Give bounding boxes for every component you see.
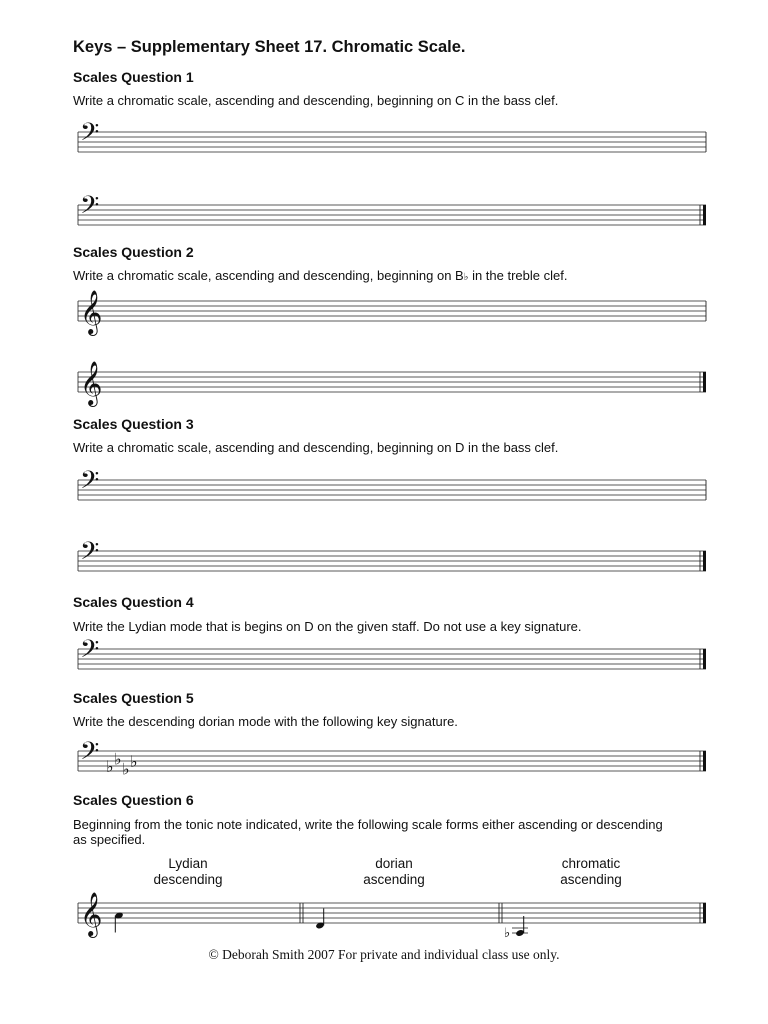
question-1-heading: Scales Question 1: [73, 69, 194, 85]
question-2-instruction-text-end: in the treble clef.: [468, 268, 568, 283]
question-3-staff-1[interactable]: [78, 466, 708, 510]
flat-icon: ♭: [504, 926, 511, 941]
bass-clef-icon: 𝄢: [80, 635, 100, 670]
question-1-staff-2[interactable]: [78, 191, 708, 235]
bass-clef-icon: 𝄢: [80, 118, 100, 153]
treble-clef-icon: 𝄞: [80, 892, 103, 936]
question-6-staff[interactable]: [78, 892, 708, 941]
question-1-staff-1[interactable]: [78, 118, 708, 162]
bass-clef-icon: 𝄢: [80, 191, 100, 226]
flat-symbol: ♭: [463, 272, 469, 283]
question-5-heading: Scales Question 5: [73, 690, 194, 706]
scale-form-label-1: [128, 856, 248, 888]
question-2-instruction: [73, 268, 567, 283]
treble-clef-icon: 𝄞: [80, 361, 103, 405]
bass-clef-icon: 𝄢: [80, 466, 100, 501]
question-5-staff[interactable]: [78, 737, 708, 781]
key-signature-flat-icon: ♭: [130, 752, 138, 771]
question-6-heading: Scales Question 6: [73, 792, 194, 808]
key-signature-flat-icon: ♭: [122, 759, 130, 779]
question-1-instruction: Write a chromatic scale, ascending and descending, beginning on C in the bass clef.: [73, 93, 559, 108]
page-title: Keys – Supplementary Sheet 17. Chromatic Scale.: [73, 38, 466, 56]
scale-form-3-type: chromatic: [561, 856, 621, 871]
scale-form-3-direction: ascending: [560, 872, 622, 887]
question-2-instruction-text: Write a chromatic scale, ascending and descending, beginning on B: [73, 268, 464, 283]
scale-form-2-type: dorian: [375, 856, 413, 871]
question-3-staff-2[interactable]: [78, 537, 708, 581]
copyright-footer: © Deborah Smith 2007 For private and individual class use only.: [208, 947, 560, 962]
scale-form-1-type: Lydian: [168, 856, 208, 871]
scale-form-2-direction: ascending: [363, 872, 425, 887]
treble-clef-icon: 𝄞: [80, 290, 103, 334]
key-signature-flat-icon: ♭: [106, 757, 114, 776]
scale-form-1-direction: descending: [153, 872, 223, 887]
scale-form-label-3: [531, 856, 651, 888]
question-4-instruction: Write the Lydian mode that is begins on D on the given staff. Do not use a key signature.: [73, 619, 582, 634]
question-4-heading: Scales Question 4: [73, 594, 194, 610]
key-signature-flat-icon: ♭: [114, 749, 122, 769]
question-6-instruction: Beginning from the tonic note indicated, write the following scale forms either ascending or descending as specified.: [73, 817, 663, 847]
question-4-staff[interactable]: [78, 635, 708, 679]
question-2-staff-1[interactable]: [78, 290, 708, 334]
bass-clef-icon: 𝄢: [80, 537, 100, 572]
question-5-instruction: Write the descending dorian mode with the following key signature.: [73, 714, 458, 729]
scale-form-label-2: [334, 856, 454, 888]
question-3-heading: Scales Question 3: [73, 416, 194, 432]
question-2-staff-2[interactable]: [78, 361, 708, 405]
question-2-heading: Scales Question 2: [73, 244, 194, 260]
bass-clef-icon: 𝄢: [80, 737, 100, 772]
question-3-instruction: Write a chromatic scale, ascending and descending, beginning on D in the bass clef.: [73, 440, 559, 455]
